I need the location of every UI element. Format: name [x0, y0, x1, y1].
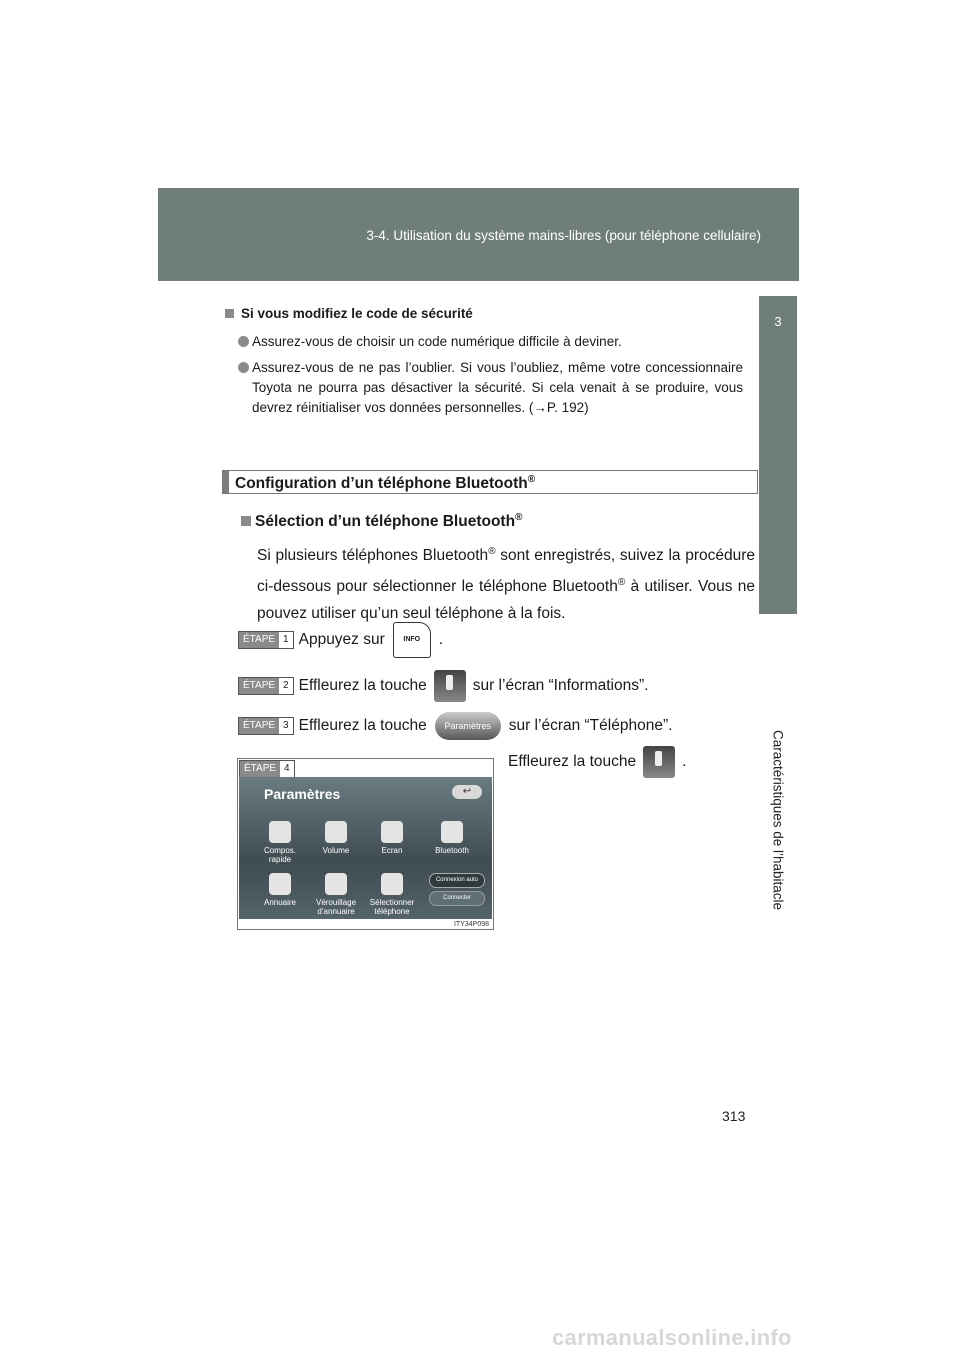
- step-2: ÉTAPE 2 Effleurez la touche sur l’écran “Informations”.: [238, 670, 648, 702]
- telephone-icon: [434, 670, 466, 702]
- heading-bar: [223, 471, 229, 493]
- parametres-button-icon: Paramètres: [435, 712, 501, 740]
- chapter-header: [158, 188, 799, 281]
- square-bullet-icon: [225, 309, 234, 318]
- section-heading: Configuration d’un téléphone Bluetooth®: [222, 470, 758, 494]
- bluetooth-item: Bluetooth: [425, 821, 479, 855]
- note-bullet: Assurez-vous de choisir un code numérique difficile à deviner.: [238, 332, 743, 352]
- phone-icon: [441, 821, 463, 843]
- back-icon: ↩: [452, 785, 482, 799]
- page-number: 313: [722, 1108, 746, 1124]
- speaker-icon: [325, 821, 347, 843]
- chapter-label: Caractéristiques de l’habitacle: [770, 729, 786, 911]
- chapter-number: 3: [759, 296, 797, 614]
- subsection-heading: Sélection d’un téléphone Bluetooth®: [241, 512, 522, 531]
- volume-item: Volume: [309, 821, 363, 855]
- step-4-text: Effleurez la touche .: [508, 746, 686, 778]
- step-1: ÉTAPE 1 Appuyez sur INFO .: [238, 622, 443, 658]
- book-icon: [269, 873, 291, 895]
- step-badge: ÉTAPE 4: [239, 760, 295, 778]
- speed-dial-item: Compos. rapide: [253, 821, 307, 864]
- select-phone-icon: [643, 746, 675, 778]
- connect-button: Connecter: [429, 891, 485, 906]
- chapter-title: 3-4. Utilisation du système mains-libres (pour téléphone cellulaire): [366, 228, 761, 243]
- select-phone-item: Sélectionner téléphone: [365, 873, 419, 916]
- intro-paragraph: Si plusieurs téléphones Bluetooth® sont enregistrés, suivez la procédure ci-dessous pour sélectionner le téléphone Bluetooth® à utiliser. Vous ne pouvez utiliser qu’un seul téléphone à la fois.: [257, 546, 756, 623]
- note-heading: Si vous modifiez le code de sécurité: [225, 306, 473, 321]
- note-bullet: Assurez-vous de ne pas l’oublier. Si vous l’oubliez, même votre concessionnaire Toyota ne pourra pas désactiver la sécurité. Si cela venait à se produire, vous devrez réinitialiser vos données personnelles. (→P. 192): [238, 358, 743, 418]
- hand-icon: [269, 821, 291, 843]
- phonebook-lock-item: Vérouillage d’annuaire: [309, 873, 363, 916]
- auto-connect-button: Connexion auto: [429, 873, 485, 888]
- phonebook-item: Annuaire: [253, 873, 307, 907]
- watermark: carmanualsonline.info: [552, 1325, 792, 1350]
- step-3: ÉTAPE 3 Effleurez la touche Paramètres sur l’écran “Téléphone”.: [238, 712, 672, 740]
- screen-figure: [237, 758, 494, 930]
- screen-title: Paramètres: [264, 786, 341, 802]
- phone-icon: [381, 873, 403, 895]
- step-badge: ÉTAPE 3: [238, 717, 294, 735]
- settings-screen: [239, 777, 492, 919]
- dot-bullet-icon: [238, 362, 249, 373]
- info-button-icon: INFO: [393, 622, 431, 658]
- lock-icon: [325, 873, 347, 895]
- screen-item: Ecran: [365, 821, 419, 855]
- step-badge: ÉTAPE 1: [238, 631, 294, 649]
- figure-code: ITY34P098: [453, 921, 489, 928]
- dot-bullet-icon: [238, 336, 249, 347]
- step-badge: ÉTAPE 2: [238, 677, 294, 695]
- display-icon: [381, 821, 403, 843]
- square-bullet-icon: [241, 516, 251, 526]
